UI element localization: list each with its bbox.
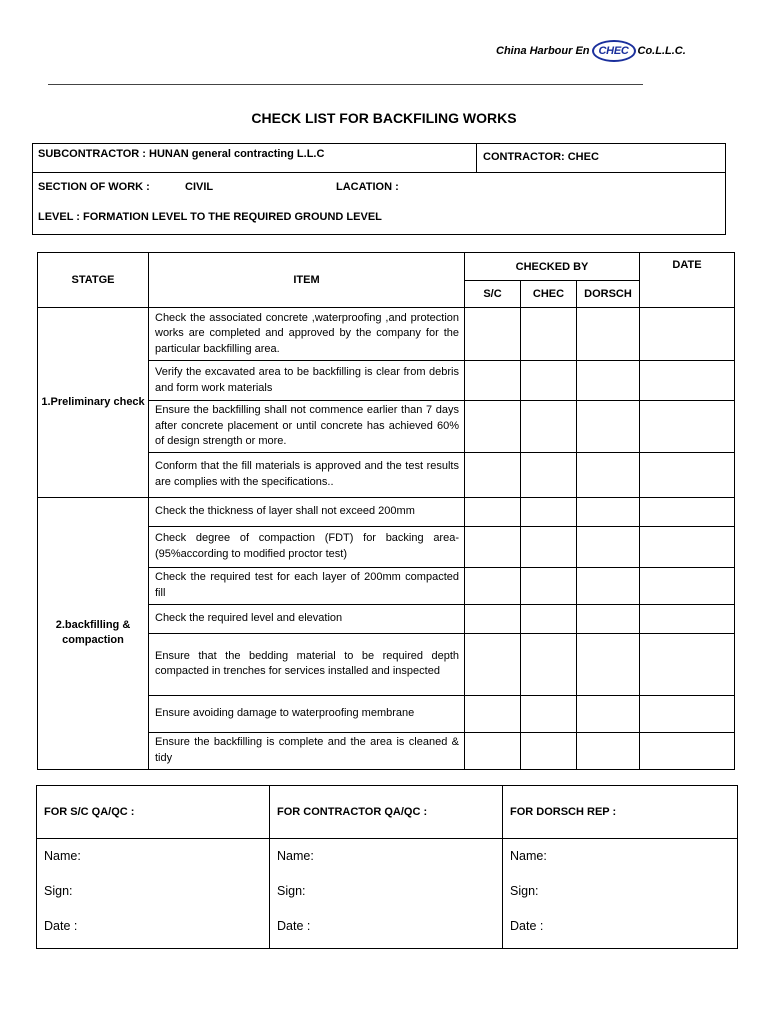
date-field[interactable]: Date : [510, 919, 544, 933]
stage-cell: 1.Preliminary check [38, 308, 149, 498]
dorsch-check-cell[interactable] [577, 497, 640, 526]
date-field[interactable]: Date : [277, 919, 311, 933]
date-cell[interactable] [640, 695, 735, 732]
dorsch-header: DORSCH [577, 281, 640, 308]
item-cell: Ensure avoiding damage to waterproofing membrane [149, 695, 465, 732]
chec-check-cell[interactable] [521, 732, 577, 769]
sc-check-cell[interactable] [465, 497, 521, 526]
sign-field[interactable]: Sign: [510, 884, 539, 898]
checked-by-header: CHECKED BY [465, 253, 640, 281]
date-cell[interactable] [640, 497, 735, 526]
dorsch-check-cell[interactable] [577, 732, 640, 769]
table-row [38, 308, 735, 361]
chec-check-cell[interactable] [521, 633, 577, 695]
date-cell[interactable] [640, 633, 735, 695]
date-cell[interactable] [640, 308, 735, 361]
dorsch-check-cell[interactable] [577, 361, 640, 401]
company-header [496, 38, 686, 64]
sign-field[interactable]: Sign: [277, 884, 306, 898]
stage-header: STATGE [38, 253, 149, 308]
sc-check-cell[interactable] [465, 401, 521, 453]
chec-check-cell[interactable] [521, 308, 577, 361]
contractor-label: CONTRACTOR: CHEC [483, 151, 599, 163]
contractor-qaqc-header: FOR CONTRACTOR QA/QC : [270, 786, 503, 839]
signoff-table [36, 785, 738, 949]
info-divider-vertical [476, 144, 477, 172]
item-cell: Ensure that the bedding material to be required depth compacted in trenches for services installed and inspected [149, 633, 465, 695]
name-field[interactable]: Name: [510, 849, 547, 863]
subcontractor-label: SUBCONTRACTOR : HUNAN general contracting L.L.C [38, 148, 325, 160]
sc-qaqc-header: FOR S/C QA/QC : [37, 786, 270, 839]
item-cell: Check the required level and elevation [149, 604, 465, 633]
sc-header: S/C [465, 281, 521, 308]
date-cell[interactable] [640, 567, 735, 604]
date-cell[interactable] [640, 452, 735, 497]
chec-header: CHEC [521, 281, 577, 308]
item-header: ITEM [149, 253, 465, 308]
dorsch-check-cell[interactable] [577, 401, 640, 453]
sc-signoff-cell [37, 839, 270, 949]
chec-check-cell[interactable] [521, 401, 577, 453]
sc-check-cell[interactable] [465, 308, 521, 361]
dorsch-check-cell[interactable] [577, 526, 640, 567]
chec-check-cell[interactable] [521, 526, 577, 567]
date-cell[interactable] [640, 732, 735, 769]
sc-check-cell[interactable] [465, 452, 521, 497]
company-name-prefix: China Harbour En [496, 45, 590, 57]
level-label: LEVEL : FORMATION LEVEL TO THE REQUIRED GROUND LEVEL [38, 211, 382, 223]
chec-check-cell[interactable] [521, 604, 577, 633]
dorsch-check-cell[interactable] [577, 633, 640, 695]
date-cell[interactable] [640, 526, 735, 567]
date-cell[interactable] [640, 604, 735, 633]
dorsch-check-cell[interactable] [577, 308, 640, 361]
item-cell: Conform that the fill materials is approved and the test results are complies with the specifications.. [149, 452, 465, 497]
company-name-suffix: Co.L.L.C. [637, 45, 686, 57]
dorsch-check-cell[interactable] [577, 604, 640, 633]
sign-field[interactable]: Sign: [44, 884, 73, 898]
sc-check-cell[interactable] [465, 526, 521, 567]
sc-check-cell[interactable] [465, 633, 521, 695]
location-label: LACATION : [336, 181, 399, 193]
project-info-box [32, 143, 726, 235]
date-cell[interactable] [640, 401, 735, 453]
chec-check-cell[interactable] [521, 452, 577, 497]
item-cell: Check degree of compaction (FDT) for backing area-(95%according to modified proctor test) [149, 526, 465, 567]
info-divider-horizontal [33, 172, 725, 173]
sc-check-cell[interactable] [465, 732, 521, 769]
item-cell: Check the required test for each layer of 200mm compacted fill [149, 567, 465, 604]
header-divider [48, 84, 643, 85]
section-of-work-value: CIVIL [185, 181, 214, 193]
dorsch-check-cell[interactable] [577, 452, 640, 497]
sc-check-cell[interactable] [465, 695, 521, 732]
chec-check-cell[interactable] [521, 361, 577, 401]
name-field[interactable]: Name: [277, 849, 314, 863]
date-cell[interactable] [640, 361, 735, 401]
dorsch-check-cell[interactable] [577, 567, 640, 604]
item-cell: Ensure the backfilling shall not commence earlier than 7 days after concrete placement or until concrete has achieved 60% of design strength or more. [149, 401, 465, 453]
chec-logo-icon [592, 40, 636, 62]
dorsch-check-cell[interactable] [577, 695, 640, 732]
chec-check-cell[interactable] [521, 497, 577, 526]
stage-cell: 2.backfilling & compaction [38, 497, 149, 769]
sc-check-cell[interactable] [465, 567, 521, 604]
name-field[interactable]: Name: [44, 849, 81, 863]
contractor-signoff-cell [270, 839, 503, 949]
dorsch-rep-header: FOR DORSCH REP : [503, 786, 738, 839]
sc-check-cell[interactable] [465, 361, 521, 401]
chec-check-cell[interactable] [521, 695, 577, 732]
document-title: CHECK LIST FOR BACKFILING WORKS [251, 110, 517, 126]
dorsch-signoff-cell [503, 839, 738, 949]
item-cell: Check the associated concrete ,waterproofing ,and protection works are completed and approved by the company for the particular backfilling area. [149, 308, 465, 361]
date-header: DATE [640, 253, 735, 308]
table-row [38, 497, 735, 526]
sc-check-cell[interactable] [465, 604, 521, 633]
date-field[interactable]: Date : [44, 919, 78, 933]
item-cell: Verify the excavated area to be backfilling is clear from debris and form work materials [149, 361, 465, 401]
item-cell: Check the thickness of layer shall not exceed 200mm [149, 497, 465, 526]
checklist-table [37, 252, 735, 770]
section-of-work-label: SECTION OF WORK : [38, 181, 150, 193]
chec-check-cell[interactable] [521, 567, 577, 604]
item-cell: Ensure the backfilling is complete and the area is cleaned & tidy [149, 732, 465, 769]
logo-text: CHEC [598, 45, 629, 57]
